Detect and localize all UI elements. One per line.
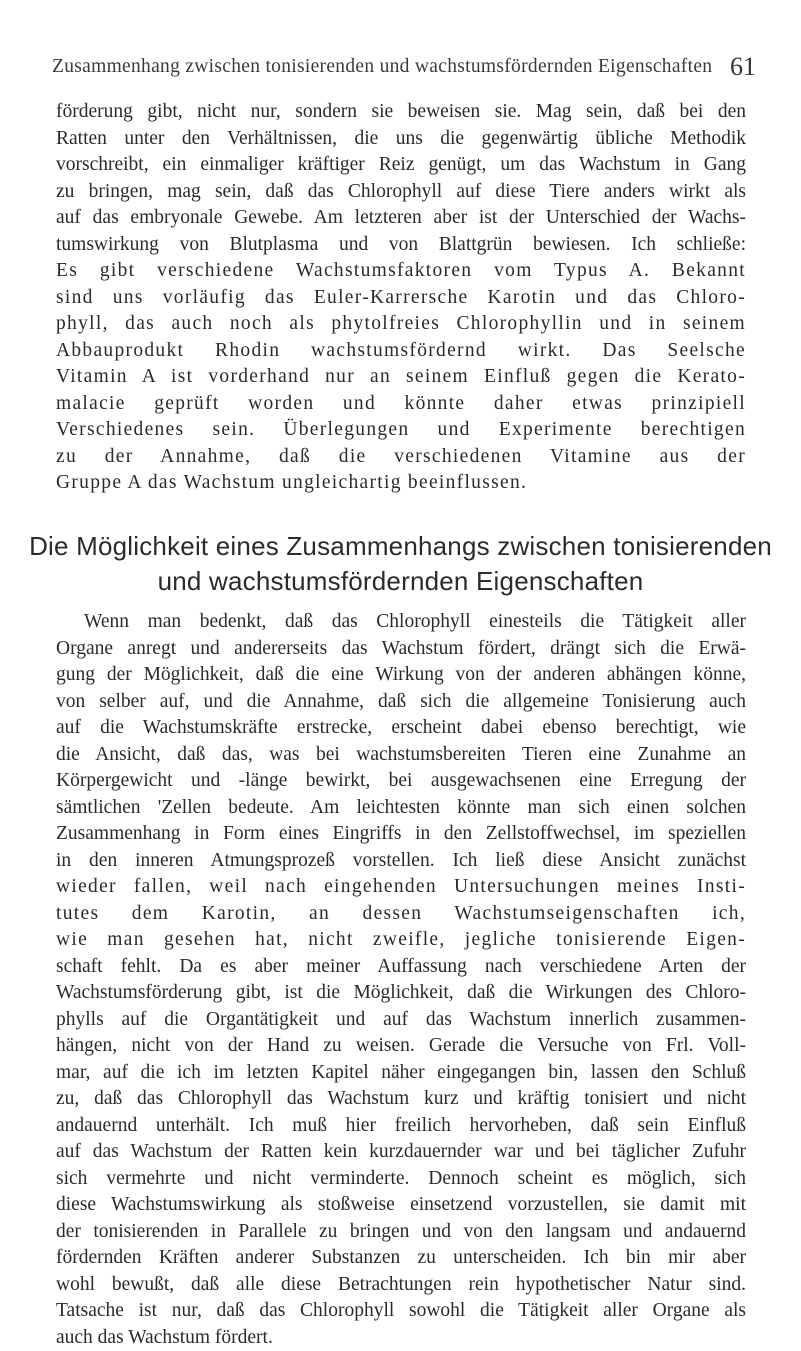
text-line: vorschreibt, ein einmaliger kräftiger Reiz genügt, um das Wachstum in Gang [56, 152, 746, 179]
text-line: zu bringen, mag sein, daß das Chlorophyll auf diese Tiere anders wirkt als [56, 179, 746, 206]
text-line: tumswirkung von Blutplasma und von Blattgrün bewiesen. Ich schließe: [56, 232, 746, 259]
text-line: diese Wachstumswirkung als stoßweise einsetzend vorzustellen, sie damit mit [56, 1192, 746, 1219]
spaced-text-line: Verschiedenes sein. Überlegungen und Experimente berechtigen [56, 417, 746, 444]
spaced-text-line: zu der Annahme, daß die verschiedenen Vitamine aus der [56, 444, 746, 471]
page-number: 61 [730, 52, 756, 82]
text-line: gung der Möglichkeit, daß die eine Wirkung von der anderen abhängen könne, [56, 662, 746, 689]
spaced-text-line: wieder fallen, weil nach eingehenden Untersuchungen meines Insti- [56, 874, 746, 901]
text-line: förderung gibt, nicht nur, sondern sie beweisen sie. Mag sein, daß bei den [56, 99, 746, 126]
text-line: in den inneren Atmungsprozeß vorstellen. Ich ließ diese Ansicht zunächst [56, 848, 746, 875]
text-line: fördernden Kräften anderer Substanzen zu unterscheiden. Ich bin mir aber [56, 1245, 746, 1272]
running-title: Zusammenhang zwischen tonisierenden und wachstumsfördernden Eigenschaften [52, 56, 712, 78]
text-line: Wenn man bedenkt, daß das Chlorophyll einesteils die Tätigkeit aller [56, 609, 746, 636]
text-line: Körpergewicht und -länge bewirkt, bei ausgewachsenen eine Erregung der [56, 768, 746, 795]
text-line: sich vermehrte und nicht verminderte. Dennoch scheint es möglich, sich [56, 1166, 746, 1193]
text-line: andauernd unterhält. Ich muß hier freilich hervorheben, daß sein Einfluß [56, 1113, 746, 1140]
paragraph-1 [56, 99, 746, 497]
text-line: Zusammenhang in Form eines Eingriffs in den Zellstoffwechsel, im speziellen [56, 821, 746, 848]
text-line: Wachstumsförderung gibt, ist die Möglichkeit, daß die Wirkungen des Chloro- [56, 980, 746, 1007]
spaced-text-line: Es gibt verschiedene Wachstumsfaktoren vom Typus A. Bekannt [56, 258, 746, 285]
paragraph-2 [56, 609, 746, 1351]
text-line: hängen, nicht von der Hand zu weisen. Gerade die Versuche von Frl. Voll- [56, 1033, 746, 1060]
running-head [52, 52, 752, 86]
spaced-text-line: sind uns vorläufig das Euler-Karrersche Karotin und das Chloro- [56, 285, 746, 312]
text-line: Ratten unter den Verhältnissen, die uns die gegenwärtig übliche Methodik [56, 126, 746, 153]
section-heading-line-1: Die Möglichkeit eines Zusammenhangs zwischen tonisierenden [0, 531, 801, 562]
spaced-text-line: phyll, das auch noch als phytolfreies Chlorophyllin und in seinem [56, 311, 746, 338]
spaced-text-line: Vitamin A ist vorderhand nur an seinem Einfluß gegen die Kerato- [56, 364, 746, 391]
text-line: phylls auf die Organtätigkeit und auf das Wachstum innerlich zusammen- [56, 1007, 746, 1034]
spaced-text-line: wie man gesehen hat, nicht zweifle, jegliche tonisierende Eigen- [56, 927, 746, 954]
text-line: Organe anregt und andererseits das Wachstum fördert, drängt sich die Erwä- [56, 636, 746, 663]
text-line: mar, auf die ich im letzten Kapitel näher eingegangen bin, lassen den Schluß [56, 1060, 746, 1087]
text-line: auf das embryonale Gewebe. Am letzteren aber ist der Unterschied der Wachs- [56, 205, 746, 232]
text-line: auf die Wachstumskräfte erstrecke, erscheint dabei ebenso berechtigt, wie [56, 715, 746, 742]
spaced-text-line: Abbauprodukt Rhodin wachstumsfördernd wirkt. Das Seelsche [56, 338, 746, 365]
text-line: wohl bewußt, daß alle diese Betrachtungen rein hypothetischer Natur sind. [56, 1272, 746, 1299]
spaced-text-line: malacie geprüft worden und könnte daher etwas prinzipiell [56, 391, 746, 418]
section-heading-line-2: und wachstumsfördernden Eigenschaften [0, 566, 801, 597]
text-line: der tonisierenden in Parallele zu bringen und von den langsam und andauernd [56, 1219, 746, 1246]
text-line: zu, daß das Chlorophyll das Wachstum kurz und kräftig tonisiert und nicht [56, 1086, 746, 1113]
spaced-text-line: tutes dem Karotin, an dessen Wachstumseigenschaften ich, [56, 901, 746, 928]
text-line: auch das Wachstum fördert. [56, 1325, 746, 1351]
text-line: die Ansicht, daß das, was bei wachstumsbereiten Tieren eine Zunahme an [56, 742, 746, 769]
text-line: Tatsache ist nur, daß das Chlorophyll sowohl die Tätigkeit aller Organe als [56, 1298, 746, 1325]
spaced-text-line: Gruppe A das Wachstum ungleichartig beeinflussen. [56, 470, 746, 497]
text-line: auf das Wachstum der Ratten kein kurzdauernder war und bei täglicher Zufuhr [56, 1139, 746, 1166]
text-line: sämtlichen 'Zellen bedeute. Am leichtesten könnte man sich einen solchen [56, 795, 746, 822]
text-line: schaft fehlt. Da es aber meiner Auffassung nach verschiedene Arten der [56, 954, 746, 981]
text-line: von selber auf, und die Annahme, daß sich die allgemeine Tonisierung auch [56, 689, 746, 716]
